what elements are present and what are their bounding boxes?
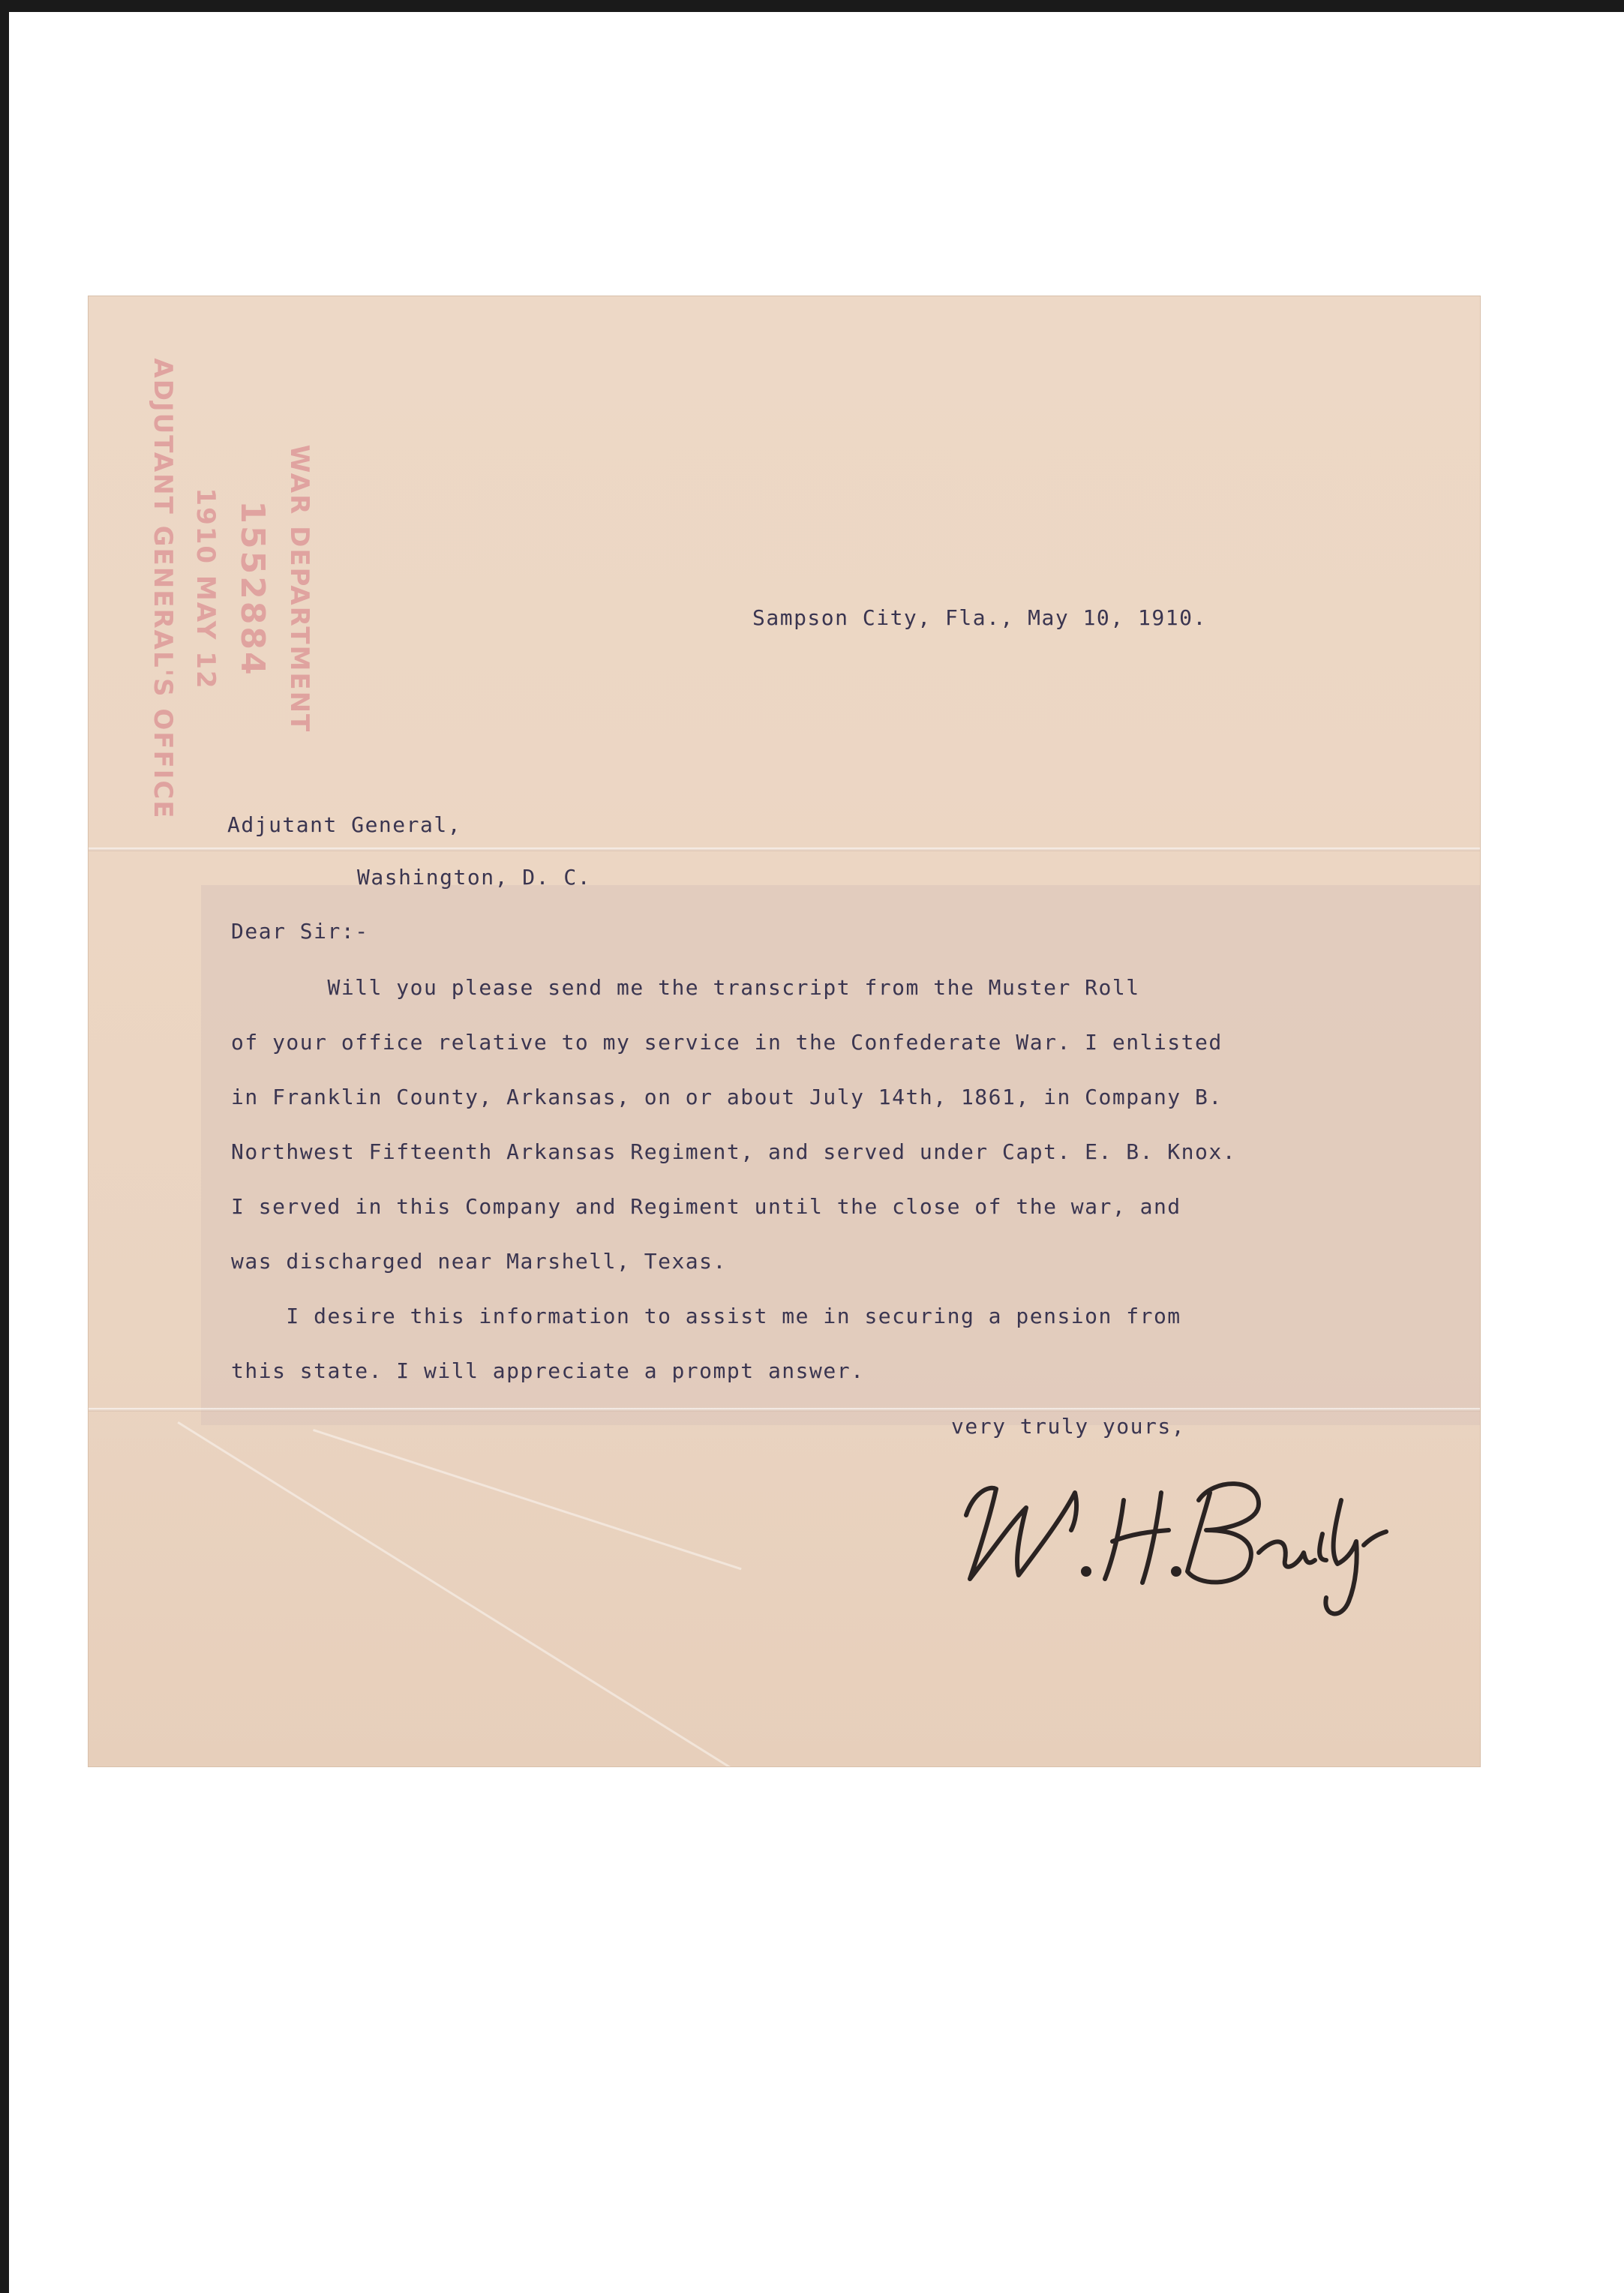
tape-crease bbox=[313, 1429, 742, 1570]
recipient-location: Washington, D. C. bbox=[357, 865, 592, 890]
stamp-line: WAR DEPARTMENT bbox=[284, 444, 315, 734]
stamp-number: 1552884 bbox=[233, 500, 272, 677]
date-line: Sampson City, Fla., May 10, 1910. bbox=[752, 605, 1207, 630]
scan-left-edge bbox=[0, 0, 9, 2293]
body-line: was discharged near Marshell, Texas. bbox=[231, 1249, 727, 1274]
signature-svg bbox=[944, 1448, 1394, 1628]
salutation: Dear Sir:- bbox=[231, 919, 369, 944]
received-stamp bbox=[141, 358, 321, 820]
signature bbox=[944, 1448, 1394, 1628]
recipient-title: Adjutant General, bbox=[227, 812, 462, 837]
body-line: I served in this Company and Regiment until the close of the war, and bbox=[231, 1194, 1181, 1219]
body-line: in Franklin County, Arkansas, on or about July 14th, 1861, in Company B. bbox=[231, 1085, 1223, 1109]
body-line: this state. I will appreciate a prompt answer. bbox=[231, 1358, 865, 1383]
body-line: I desire this information to assist me in securing a pension from bbox=[231, 1304, 1181, 1328]
body-line: Northwest Fifteenth Arkansas Regiment, and served under Capt. E. B. Knox. bbox=[231, 1139, 1237, 1164]
fold-line-upper bbox=[89, 848, 1480, 851]
scan-top-edge bbox=[0, 0, 1624, 12]
letter-paper bbox=[89, 296, 1480, 1766]
stamp-line: ADJUTANT GENERAL'S OFFICE bbox=[147, 358, 178, 820]
stamp-date: 1910 MAY 12 bbox=[190, 488, 221, 690]
closing: very truly yours, bbox=[951, 1414, 1186, 1439]
tape-crease bbox=[177, 1421, 751, 1766]
body-line: of your office relative to my service in the Confederate War. I enlisted bbox=[231, 1030, 1223, 1055]
body-line: Will you please send me the transcript from the Muster Roll bbox=[231, 975, 1140, 1000]
fold-line-lower bbox=[89, 1408, 1480, 1412]
